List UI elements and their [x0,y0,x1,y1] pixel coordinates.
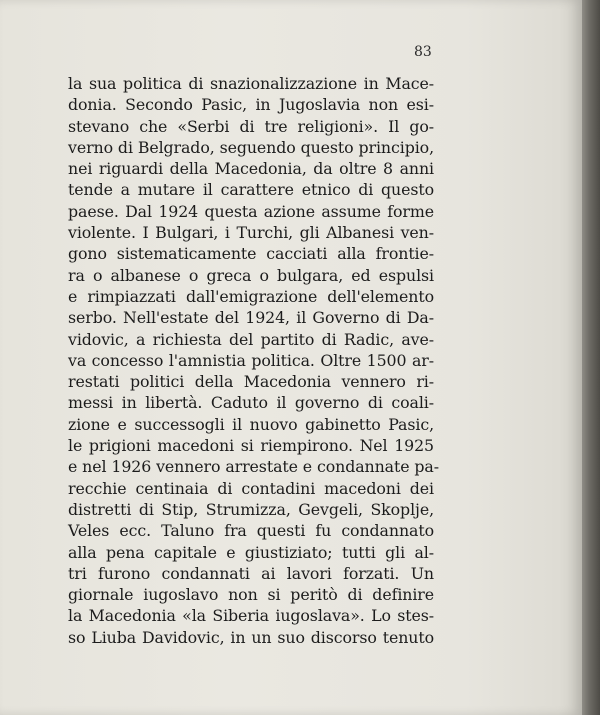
text-line: Veles ecc. Taluno fra questi fu condannato [68,521,434,541]
text-line: e nel 1926 vennero arrestate e condannate pa- [68,457,439,477]
text-line: restati politici della Macedonia vennero ri- [68,372,434,392]
text-line: violente. I Bulgari, i Turchi, gli Albanesi ven- [68,223,434,243]
text-line: va concesso l'amnistia politica. Oltre 1500 ar- [68,350,434,370]
text-line: la Macedonia «la Siberia iugoslava». Lo stes- [68,606,434,626]
text-line: tende a mutare il carattere etnico di questo [68,180,434,200]
text-line: zione e successogli il nuovo gabinetto Pasic, [68,414,434,434]
body-text [68,73,439,648]
text-line: tri furono condannati ai lavori forzati. Un [68,563,434,583]
page-edge-shadow [582,0,600,715]
page-number: 83 [414,44,432,60]
text-line: la sua politica di snazionalizzazione in Mace- [68,74,434,93]
text-line: donia. Secondo Pasic, in Jugoslavia non esi- [68,95,434,115]
text-line: alla pena capitale e giustiziato; tutti gli al- [68,542,434,562]
text-line: vidovic, a richiesta del partito di Radic, ave- [68,329,434,349]
text-line: nei riguardi della Macedonia, da oltre 8 anni [68,159,434,179]
text-line: e rimpiazzati dall'emigrazione dell'elemento [68,286,434,306]
text-line: verno di Belgrado, seguendo questo principio, [68,137,434,157]
text-line: stevano che «Serbi di tre religioni». Il go- [68,116,434,136]
text-line: serbo. Nell'estate del 1924, il Governo di Da- [68,308,434,328]
text-line: gono sistematicamente cacciati alla frontie- [68,244,434,264]
text-line: distretti di Stip, Strumizza, Gevgeli, Skoplje, [68,499,434,519]
text-line: paese. Dal 1924 questa azione assume forme [68,201,434,221]
text-line: recchie centinaia di contadini macedoni dei [68,478,434,498]
text-line: le prigioni macedoni si riempirono. Nel 1925 [68,436,434,456]
text-line: messi in libertà. Caduto il governo di coali- [68,393,434,413]
text-line: so Liuba Davidovic, in un suo discorso tenuto [68,627,434,647]
text-line: giornale iugoslavo non si peritò di definire [68,585,434,605]
text-line: ra o albanese o greca o bulgara, ed espulsi [68,265,434,285]
